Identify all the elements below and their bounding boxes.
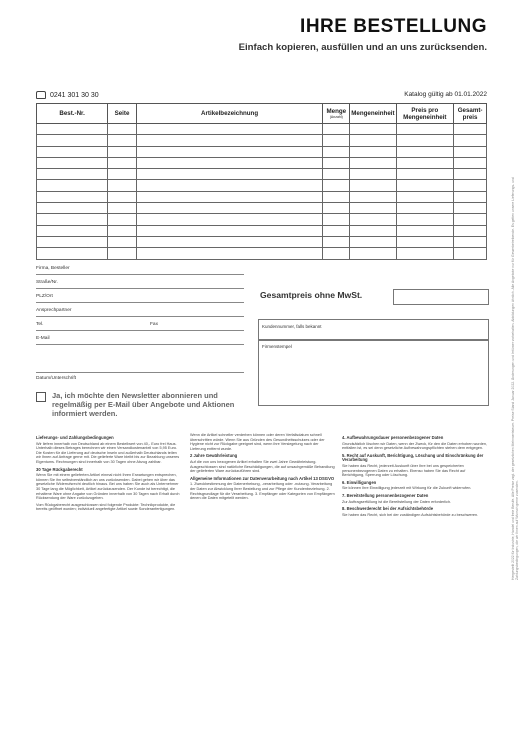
table-cell[interactable] [37,135,108,146]
table-cell[interactable] [350,203,396,214]
table-cell[interactable] [454,214,487,225]
customer-number-label: Kundennummer, falls bekannt [262,324,322,329]
field-label-email: E-Mail [36,336,50,341]
table-cell[interactable] [396,169,454,180]
table-cell[interactable] [350,135,396,146]
customer-number-box[interactable] [258,319,489,341]
table-cell[interactable] [37,225,108,236]
table-row [37,225,487,236]
table-cell[interactable] [37,124,108,135]
table-cell[interactable] [396,180,454,191]
table-cell[interactable] [350,225,396,236]
table-cell[interactable] [396,157,454,168]
terms-heading: Allgemeine Informationen zur Datenverarbeitung nach Artikel 13 DSGVO [190,475,335,481]
page-subtitle: Einfach kopieren, ausfüllen und an uns zurücksenden. [238,42,487,53]
terms-heading: 5. Recht auf Auskunft, Berichtigung, Löschung und Einschränkung der Verarbeitung [342,452,484,463]
table-cell[interactable] [108,248,137,259]
table-cell[interactable] [454,191,487,202]
table-cell[interactable] [396,124,454,135]
table-cell[interactable] [396,214,454,225]
table-cell[interactable] [350,169,396,180]
terms-text: Wir liefern innerhalb von Deutschland ab einem Bestellwert von 40,- Euro frei Haus. Unterhalb dieses Betrages berechnen wir einen Versandkostenanteil von 5,95 Euro. Die Kosten für die Lieferung auf deutsche Inseln und außerhalb Deutschlands teilen wir Ihnen auf Anfrage gerne mit. Die gelieferte Ware bleibt bis zur Bezahlung unseres Eigentums. Rechnungen sind innerhalb von 30 Tagen ohne Abzug zahlbar. [36,441,180,464]
table-cell[interactable] [454,146,487,157]
table-cell[interactable] [350,180,396,191]
table-cell[interactable] [323,124,350,135]
table-cell[interactable] [108,225,137,236]
table-cell[interactable] [323,248,350,259]
terms-text: Zur Auftragserfüllung ist die Bereitstellung der Daten erforderlich. [342,499,452,504]
table-row [37,236,487,247]
table-cell[interactable] [136,146,323,157]
table-cell[interactable] [37,157,108,168]
table-cell[interactable] [323,135,350,146]
field-line-plz[interactable] [36,302,244,303]
terms-text: 1. Zweckbestimmung der Datenerhebung, -verarbeitung oder -nutzung. Verarbeitung der Daten zur Abwicklung Ihrer Bestellung und zur Pflege der Kundenbeziehung. 2. Rechtsgrundlage für die Verarbeitung. 3. Empfänger oder Kategorien von Empfängern denen die Daten mitgeteilt werden. [190,482,335,501]
field-label-datum-unterschrift: Datum/Unterschrift [36,376,76,381]
terms-text: Sie haben das Recht, jederzeit Auskunft über Ihre bei uns gespeicherten personenbezogenen Daten zu erhalten. Ebenso haben Sie das Recht auf Berichtigung, Sperrung oder Löschung. [342,463,466,478]
field-line-tel-fax[interactable] [36,330,244,331]
table-cell[interactable] [108,157,137,168]
col-header-artikelbezeichnung: Artikelbezeichnung [136,104,323,124]
table-row [37,214,487,225]
page-title: IHRE BESTELLUNG [300,16,487,37]
total-label: Gesamtpreis ohne MwSt. [260,290,363,300]
table-cell[interactable] [136,124,323,135]
field-line-email[interactable] [36,344,244,345]
terms-heading: 6. Einwilligungen [342,479,377,485]
table-cell[interactable] [323,180,350,191]
table-cell[interactable] [396,135,454,146]
table-cell[interactable] [37,214,108,225]
table-cell[interactable] [323,203,350,214]
terms-text: Wenn die Artikel schneller verderben können oder deren Verfallsdatum schnell überschritten würde. Wenn Sie aus Gründen des Gesundheitsschutzes oder der Hygiene nicht zur Rückgabe geeignet sind, wenn ihre Versiegelung nach der Lieferung entfernt wurde. [190,433,325,451]
table-cell[interactable] [136,214,323,225]
table-row [37,180,487,191]
table-cell[interactable] [136,180,323,191]
table-cell[interactable] [108,214,137,225]
terms-heading: Lieferungs- und Zahlungsbedingungen [36,435,114,440]
table-row [37,157,487,168]
table-cell[interactable] [323,157,350,168]
table-cell[interactable] [108,180,137,191]
terms-column-2 [190,433,335,503]
terms-heading: 7. Bereitstellung personenbezogener Daten [342,492,429,498]
table-cell[interactable] [396,236,454,247]
table-cell[interactable] [108,146,137,157]
table-cell[interactable] [454,169,487,180]
table-cell[interactable] [108,203,137,214]
col-header-mengeneinheit: Mengeneinheit [350,104,396,124]
phone-contact [36,91,99,99]
table-cell[interactable] [136,157,323,168]
col-header-seite: Seite [108,104,137,124]
terms-column-3 [342,433,487,519]
terms-text: Auf die von uns bezogenen Artikel erhalten Sie zwei Jahre Gewährleistung. Ausgeschlossen sind natürliche Beschädigungen, die auf unsachgemäße Behandlung der gelieferten Ware zurückzuführen sind. [190,459,335,474]
terms-heading: 4. Aufbewahrungsdauer personenbezogener Daten [342,435,444,440]
table-cell[interactable] [136,135,323,146]
col-header-best-nr: Best.-Nr. [37,104,108,124]
table-cell[interactable] [396,203,454,214]
field-line-ansprechpartner[interactable] [36,316,244,317]
table-cell[interactable] [323,214,350,225]
table-cell[interactable] [396,248,454,259]
field-label-ansprechpartner: Ansprechpartner [36,308,72,313]
company-stamp-box[interactable] [258,339,489,406]
order-table-body [37,124,487,260]
table-row [37,146,487,157]
table-cell[interactable] [350,124,396,135]
col-header-menge: Menge (Anzahl) [323,104,350,124]
phone-number: 0241 301 30 30 [50,91,99,99]
table-cell[interactable] [350,146,396,157]
table-cell[interactable] [454,236,487,247]
table-cell[interactable] [350,191,396,202]
terms-heading: 30 Tage Rückgaberecht [36,466,83,472]
table-cell[interactable] [37,191,108,202]
field-line-signature[interactable] [36,372,244,373]
table-cell[interactable] [350,248,396,259]
table-cell[interactable] [136,203,323,214]
table-row [37,124,487,135]
table-cell[interactable] [323,146,350,157]
table-cell[interactable] [136,191,323,202]
terms-heading: 8. Beschwerderecht bei der Aufsichtsbehörde [342,506,434,512]
table-row [37,191,487,202]
field-label-tel: Tel. [36,322,44,327]
table-cell[interactable] [108,124,137,135]
table-cell[interactable] [350,157,396,168]
table-cell[interactable] [454,180,487,191]
catalog-validity: Katalog gültig ab 01.01.2022 [404,91,487,98]
table-cell[interactable] [396,191,454,202]
terms-text: Grundsätzlich löschen wir Daten, wenn der Zweck, für den die Daten erhoben wurden, entfallen ist, es sei denn gesetzliche Aufbewahrungspflichten stehen dem entgegen. [342,441,487,451]
table-cell[interactable] [454,157,487,168]
table-cell[interactable] [136,225,323,236]
table-cell[interactable] [108,169,137,180]
table-cell[interactable] [454,135,487,146]
table-cell[interactable] [37,203,108,214]
terms-heading: 2 Jahre Gewährleistung [190,453,238,459]
table-cell[interactable] [37,180,108,191]
table-cell[interactable] [136,236,323,247]
terms-text: Sie können Ihre Einwilligung jederzeit mit Wirkung für die Zukunft widerrufen. [342,486,472,491]
field-line-strasse[interactable] [36,288,244,289]
table-cell[interactable] [454,225,487,236]
terms-text: Sie haben das Recht, sich bei der zuständigen Aufsichtsbehörde zu beschweren. [342,512,479,517]
table-cell[interactable] [37,169,108,180]
field-label-firma: Firma, Besteller [36,266,70,271]
total-price-box[interactable] [393,289,489,305]
table-cell[interactable] [136,248,323,259]
table-cell[interactable] [350,236,396,247]
terms-text: Vom Rückgaberecht ausgeschlossen sind folgende Produkte: Technikprodukte, die bereits geöffnet wurden; individuell angefertigte Artikel sowie Sonderanfertigungen. [36,502,176,512]
terms-text: Wenn Sie mit einem gelieferten Artikel einmal nicht Ihren Erwartungen entsprechen, können Sie ihn selbstverständlich an uns zurücksenden. Dabei gehen wir über das gesetzliche Widerrufsrecht deutlich hinaus. Bei uns haben Sie auch als Unternehmer 30 Tage lang die Möglichkeit, Artikel zurückzusenden. Der Kunde ist berechtigt, die erhaltene Ware ohne Angabe von Gründen innerhalb von 30 Tagen nach Erhalt durch Rücksendung der Ware zurückzugeben. [36,473,180,501]
terms-column-1 [36,433,181,514]
table-cell[interactable] [37,146,108,157]
table-cell[interactable] [396,225,454,236]
col-header-preis: Preis pro Mengeneinheit [396,104,454,124]
field-label-fax: Fax [150,322,158,327]
table-cell[interactable] [108,135,137,146]
side-note: Hergestellt 2022 für Industrie, Handel und freie Berufe. Alle Preise zzgl. der gesetzlichen Mehrwertsteuer. Preise Stand Januar 2022. Änderungen und Irrtümer vorbehalten. Abbildungen ähnlich. Alle Angebote nur für Gewerbetreibende. Es gelten unsere Lieferungs- und Zahlungsbedingungen, die wir Ihnen auf Wunsch gerne zusenden. [511,177,519,580]
table-row [37,248,487,259]
table-cell[interactable] [454,248,487,259]
col-header-gesamtpreis: Gesamt-preis [454,104,487,124]
table-cell[interactable] [323,236,350,247]
table-row [37,135,487,146]
order-table-header [37,104,487,124]
table-cell[interactable] [396,146,454,157]
table-cell[interactable] [323,191,350,202]
table-cell[interactable] [454,203,487,214]
field-line-firma[interactable] [36,274,244,275]
table-row [37,169,487,180]
order-table [36,103,487,260]
phone-icon [36,91,46,99]
table-cell[interactable] [37,236,108,247]
table-cell[interactable] [136,169,323,180]
table-cell[interactable] [350,214,396,225]
table-cell[interactable] [108,236,137,247]
table-cell[interactable] [454,124,487,135]
table-cell[interactable] [323,169,350,180]
company-stamp-label: Firmenstempel [262,344,292,349]
field-label-plz: PLZ/Ort [36,294,53,299]
table-cell[interactable] [37,248,108,259]
table-cell[interactable] [108,191,137,202]
newsletter-checkbox[interactable] [36,392,46,402]
table-cell[interactable] [323,225,350,236]
field-label-strasse: Straße/Nr. [36,280,58,285]
table-row [37,203,487,214]
newsletter-text: Ja, ich möchte den Newsletter abonnieren und regelmäßig per E-Mail über Angebote und Aktionen informiert werden. [52,391,235,418]
